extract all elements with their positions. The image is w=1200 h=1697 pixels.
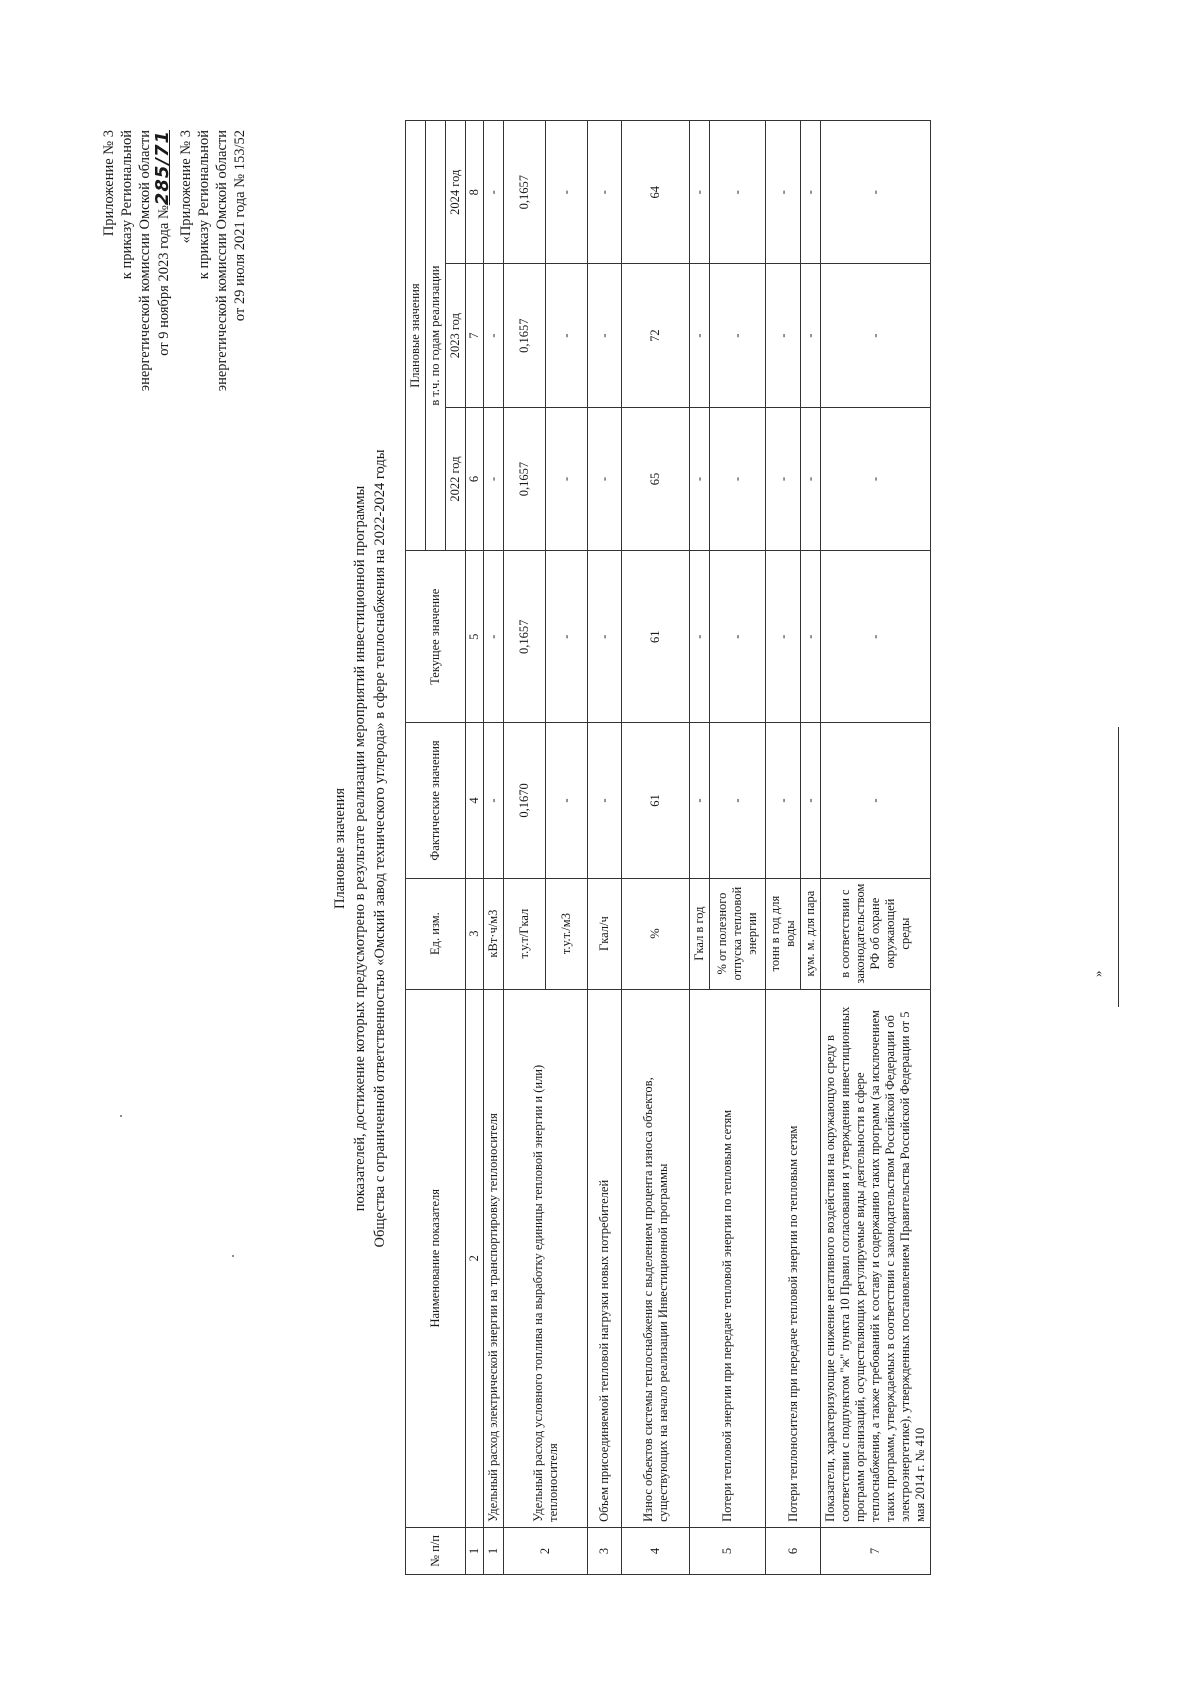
value-2022: 65 [622, 407, 690, 550]
title-line-3: Общества с ограниченной ответственностью «Омский завод технического углерода» в сфере теплоснабжения на 2022-2024 годы [372, 449, 388, 1248]
col-number: 8 [466, 121, 484, 264]
current-value: - [546, 551, 588, 723]
indicator-name: Износ объектов системы теплоснабжения с выделением процента износа объектов, существующих на начало реализации Инвестиционной программы [622, 989, 690, 1527]
value-2022: - [588, 407, 622, 550]
value-2024: - [546, 121, 588, 264]
value-2022: 0,1657 [504, 407, 546, 550]
value-2024: - [801, 121, 821, 264]
fact-value: 0,1670 [504, 723, 546, 878]
header-line-7: энергетической комиссии Омской области [214, 130, 230, 392]
fact-value: - [710, 723, 766, 878]
row-number: 6 [766, 1527, 821, 1574]
indicator-name: Удельный расход условного топлива на выработку единицы тепловой энергии и (или) теплоносителя [504, 989, 588, 1527]
fact-value: - [766, 723, 801, 878]
header-2024: 2024 год [446, 121, 466, 264]
unit-cell: кВт·ч/м3 [484, 878, 504, 989]
col-number: 3 [466, 878, 484, 989]
value-2023: - [690, 264, 710, 407]
current-value: - [690, 551, 710, 723]
header-unit: Ед. изм. [406, 878, 466, 989]
unit-cell: Гкал в год [690, 878, 710, 989]
title-line-1: Плановые значения [332, 787, 348, 910]
current-value: 0,1657 [504, 551, 546, 723]
table-row [504, 121, 546, 1575]
current-value: - [766, 551, 801, 723]
value-2023: - [766, 264, 801, 407]
value-2022: - [484, 407, 504, 550]
table-row [622, 121, 690, 1575]
row-number: 3 [588, 1527, 622, 1574]
value-2022: - [766, 407, 801, 550]
value-2024: - [710, 121, 766, 264]
header-name: Наименование показателя [406, 989, 466, 1527]
scan-speck [120, 1115, 122, 1117]
row-number: 5 [690, 1527, 766, 1574]
appendix-previous: «Приложение № 3 [178, 130, 194, 244]
value-2024: - [690, 121, 710, 264]
value-2022: - [710, 407, 766, 550]
unit-cell: Гкал/ч [588, 878, 622, 989]
column-number-row [466, 121, 484, 1575]
value-2024: - [484, 121, 504, 264]
value-2023: - [801, 264, 821, 407]
unit-cell: в соответствии с законодательством РФ об охране окружающей среды [821, 878, 931, 989]
title-line-2: показателей, достижение которых предусмотрено в результате реализации мероприятий инвестиционной программы [352, 485, 368, 1212]
unit-cell: т.у.т/Гкал [504, 878, 546, 989]
col-number: 7 [466, 264, 484, 407]
fact-value: - [801, 723, 821, 878]
approval-header [100, 130, 249, 391]
value-2023: - [821, 264, 931, 407]
header-planned: Плановые значения [406, 121, 426, 551]
row-number: 2 [504, 1527, 588, 1574]
header-date-prefix: от 9 ноября 2023 года № [156, 205, 172, 356]
value-2024: - [821, 121, 931, 264]
fact-value: - [546, 723, 588, 878]
table-row [588, 121, 622, 1575]
indicator-name: Потери теплоносителя при передаче тепловой энергии по тепловым сетям [766, 989, 821, 1527]
indicator-name: Потери тепловой энергии при передаче тепловой энергии по тепловым сетям [690, 989, 766, 1527]
closing-quote [1090, 971, 1106, 978]
value-2022: - [546, 407, 588, 550]
indicator-name: Показатели, характеризующие снижение негативного воздействия на окружающую среду в соответствии с подпунктом "ж" пункта 10 Правил согласования и утверждения инвестиционных программ организаций, осуществляющих регулируемые виды деятельности в сфере теплоснабжения, а также требований к составу и содержанию таких программ (за исключением таких программ, утверждаемых в соответствии с законодательством Российской Федерации об электроэнергетике), утвержденных постановлением Правительства Российской Федерации от 5 мая 2014 г. № 410 [821, 989, 931, 1527]
indicator-name: Объем присоединяемой тепловой нагрузки новых потребителей [588, 989, 622, 1527]
header-fact: Фактические значения [406, 723, 466, 878]
fact-value: - [821, 723, 931, 878]
header-line-4 [154, 130, 173, 391]
document-title [330, 0, 390, 1697]
closing-rule [1118, 727, 1119, 1007]
current-value: - [821, 551, 931, 723]
table-row [690, 121, 710, 1575]
fact-value: - [588, 723, 622, 878]
col-number: 2 [466, 989, 484, 1527]
current-value: - [801, 551, 821, 723]
unit-cell: т.у.т./м3 [546, 878, 588, 989]
header-line-8: от 29 июля 2021 года № 153/52 [232, 130, 248, 322]
header-line-3: энергетической комиссии Омской области [137, 130, 153, 392]
current-value: 61 [622, 551, 690, 723]
value-2024: 0,1657 [504, 121, 546, 264]
value-2023: 72 [622, 264, 690, 407]
col-number: 1 [466, 1527, 484, 1574]
header-line-2: к приказу Региональной [119, 130, 135, 280]
value-2024: - [766, 121, 801, 264]
current-value: - [710, 551, 766, 723]
handwritten-order-number: 285/71 [152, 130, 173, 206]
row-number: 1 [484, 1527, 504, 1574]
header-by-years: в т.ч. по годам реализации [426, 121, 446, 551]
col-number: 4 [466, 723, 484, 878]
row-number: 4 [622, 1527, 690, 1574]
header-2022: 2022 год [446, 407, 466, 550]
value-2023: - [710, 264, 766, 407]
table-row [766, 121, 801, 1575]
table-row [821, 121, 931, 1575]
value-2023: - [546, 264, 588, 407]
scan-speck [232, 1255, 234, 1257]
header-2023: 2023 год [446, 264, 466, 407]
fact-value: - [690, 723, 710, 878]
unit-cell: % от полезного отпуска тепловой энергии [710, 878, 766, 989]
header-num: № п/п [406, 1527, 466, 1574]
current-value: - [484, 551, 504, 723]
value-2022: - [801, 407, 821, 550]
col-number: 6 [466, 407, 484, 550]
unit-cell: % [622, 878, 690, 989]
table-row [484, 121, 504, 1575]
indicator-name: Удельный расход электрической энергии на транспортировку теплоносителя [484, 989, 504, 1527]
fact-value: 61 [622, 723, 690, 878]
value-2023: 0,1657 [504, 264, 546, 407]
closing-quote-mark: » [1090, 970, 1105, 977]
header-line-6: к приказу Региональной [196, 130, 212, 280]
unit-cell: тонн в год для воды [766, 878, 801, 989]
unit-cell: кум. м. для пара [801, 878, 821, 989]
fact-value: - [484, 723, 504, 878]
appendix-current: Приложение № 3 [101, 130, 117, 237]
col-number: 5 [466, 551, 484, 723]
header-current: Текущее значение [406, 551, 466, 723]
row-number: 7 [821, 1527, 931, 1574]
value-2022: - [690, 407, 710, 550]
value-2022: - [821, 407, 931, 550]
current-value: - [588, 551, 622, 723]
value-2023: - [484, 264, 504, 407]
value-2023: - [588, 264, 622, 407]
value-2024: 64 [622, 121, 690, 264]
value-2024: - [588, 121, 622, 264]
indicators-table [405, 120, 931, 1575]
